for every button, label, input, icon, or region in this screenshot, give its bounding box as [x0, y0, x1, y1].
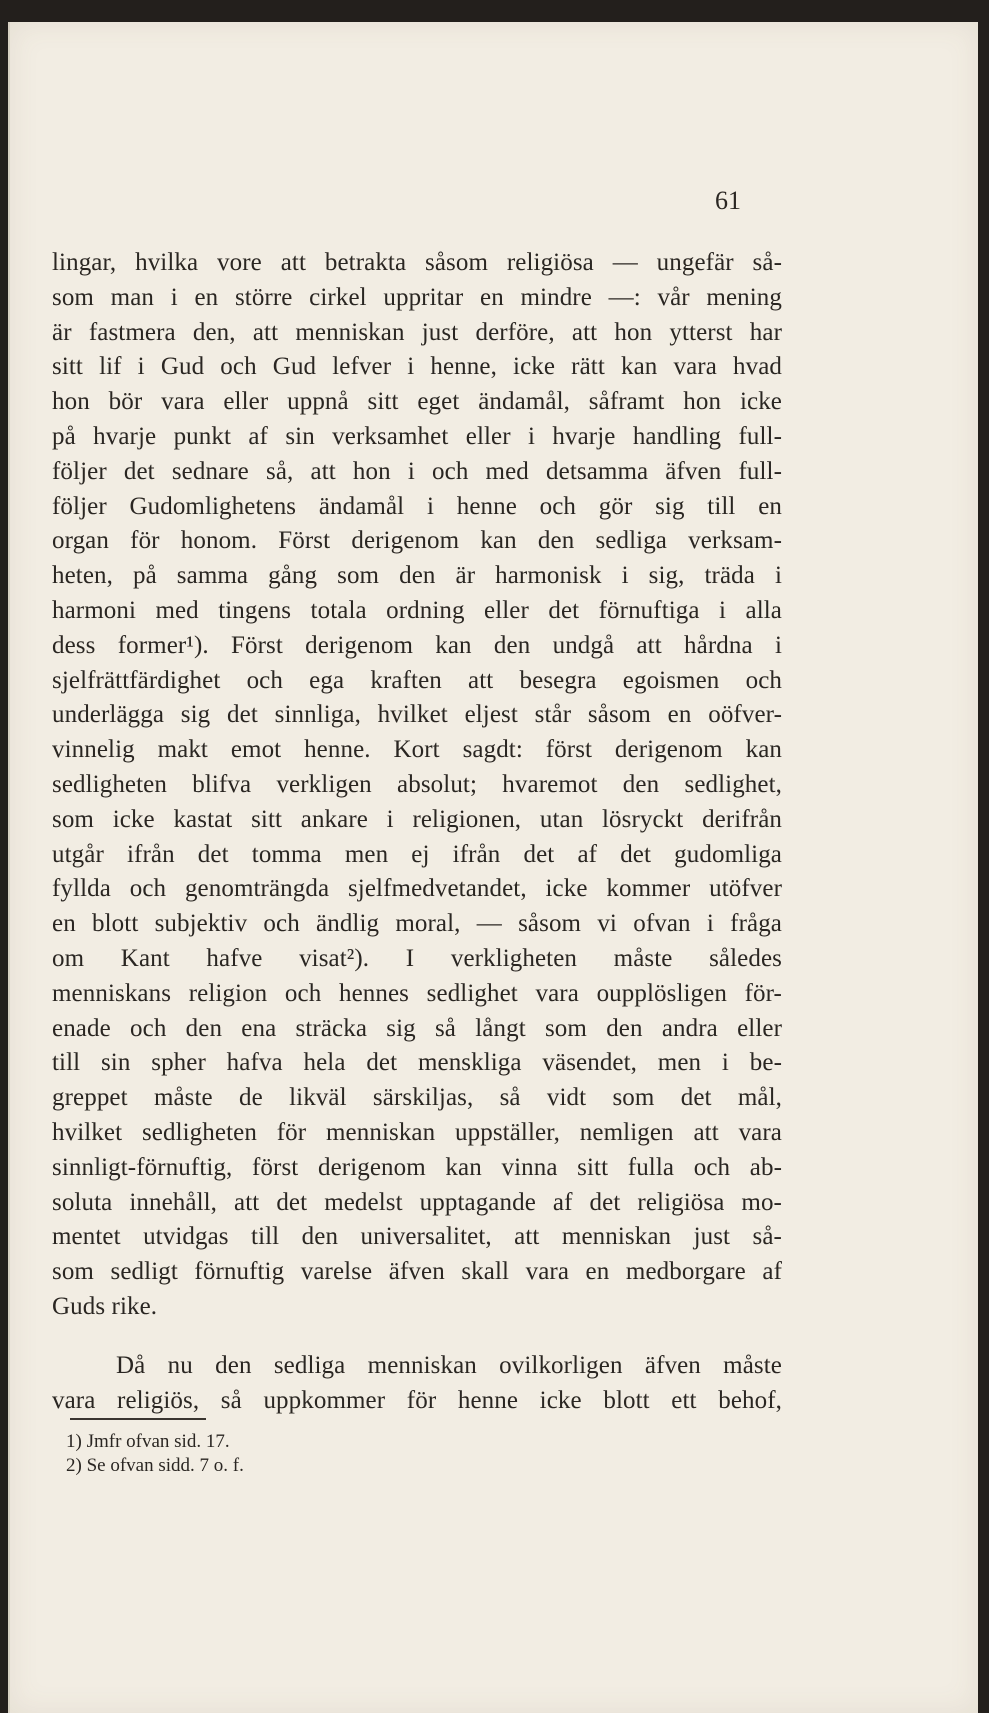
- text-line: till sin spher hafva hela det menskliga väsendet, men i be-: [52, 1049, 782, 1077]
- text-line: utgår ifrån det tomma men ej ifrån det af det gudomliga: [52, 840, 782, 868]
- text-line: enade och den ena sträcka sig så långt som den andra eller: [52, 1014, 782, 1042]
- text-line: hvilket sedligheten för menniskan uppställer, nemligen att vara: [52, 1118, 782, 1146]
- text-line: Guds rike.: [52, 1292, 158, 1320]
- footnote-separator: [70, 1418, 206, 1420]
- body-text: [52, 246, 782, 1418]
- text-line: är fastmera den, att menniskan just derföre, att hon ytterst har: [52, 318, 782, 346]
- text-line: vara religiös, så uppkommer för henne icke blott ett behof,: [52, 1386, 782, 1414]
- text-line: följer Gudomlighetens ändamål i henne och gör sig till en: [52, 492, 782, 520]
- book-page: [8, 22, 978, 1713]
- text-line: sitt lif i Gud och Gud lefver i henne, icke rätt kan vara hvad: [52, 353, 782, 381]
- text-line: dess former¹). Först derigenom kan den undgå att hårdna i: [52, 631, 782, 659]
- text-line: följer det sednare så, att hon i och med detsamma äfven full-: [52, 457, 782, 485]
- page-number: 61: [715, 186, 741, 215]
- text-line: heten, på samma gång som den är harmonisk i sig, träda i: [52, 562, 782, 590]
- text-line: soluta innehåll, att det medelst upptagande af det religiösa mo-: [52, 1188, 782, 1216]
- paragraph-gap: [52, 1325, 782, 1349]
- text-line: vinnelig makt emot henne. Kort sagdt: först derigenom kan: [52, 736, 782, 764]
- text-line: hon bör vara eller uppnå sitt eget ändamål, såframt hon icke: [52, 388, 782, 416]
- text-line: harmoni med tingens totala ordning eller det förnuftiga i alla: [52, 596, 782, 624]
- paragraph-2: [52, 1349, 782, 1419]
- text-line: Då nu den sedliga menniskan ovilkorligen äfven måste: [116, 1351, 782, 1379]
- text-line: mentet utvidgas till den universalitet, att menniskan just så-: [52, 1223, 782, 1251]
- paragraph-1: [52, 246, 782, 1325]
- text-line: sedligheten blifva verkligen absolut; hvaremot den sedlighet,: [52, 770, 782, 798]
- text-line: på hvarje punkt af sin verksamhet eller i hvarje handling full-: [52, 422, 782, 450]
- text-line: organ för honom. Först derigenom kan den sedliga verksam-: [52, 527, 782, 555]
- text-line: som sedligt förnuftig varelse äfven skall vara en medborgare af: [52, 1258, 782, 1286]
- text-line: som man i en större cirkel uppritar en mindre —: vår mening: [52, 283, 782, 311]
- text-line: om Kant hafve visat²). I verkligheten måste således: [52, 944, 782, 972]
- text-line: greppet måste de likväl särskiljas, så vidt som det mål,: [52, 1084, 782, 1112]
- text-line: underlägga sig det sinnliga, hvilket eljest står såsom en oöfver-: [52, 701, 782, 729]
- footnote-2: 2) Se ofvan sidd. 7 o. f.: [66, 1455, 244, 1476]
- text-line: sjelfrättfärdighet och ega kraften att besegra egoismen och: [52, 666, 782, 694]
- text-line: som icke kastat sitt ankare i religionen, utan lösryckt derifrån: [52, 805, 782, 833]
- text-line: sinnligt-förnuftig, först derigenom kan vinna sitt fulla och ab-: [52, 1153, 782, 1181]
- footnote-1: 1) Jmfr ofvan sid. 17.: [66, 1431, 230, 1452]
- text-line: fyllda och genomträngda sjelfmedvetandet, icke kommer utöfver: [52, 875, 782, 903]
- text-line: menniskans religion och hennes sedlighet vara oupplösligen för-: [52, 979, 782, 1007]
- text-line: lingar, hvilka vore att betrakta såsom religiösa — ungefär så-: [52, 249, 782, 276]
- footnotes: [66, 1430, 244, 1478]
- text-line: en blott subjektiv och ändlig moral, — såsom vi ofvan i fråga: [52, 910, 782, 938]
